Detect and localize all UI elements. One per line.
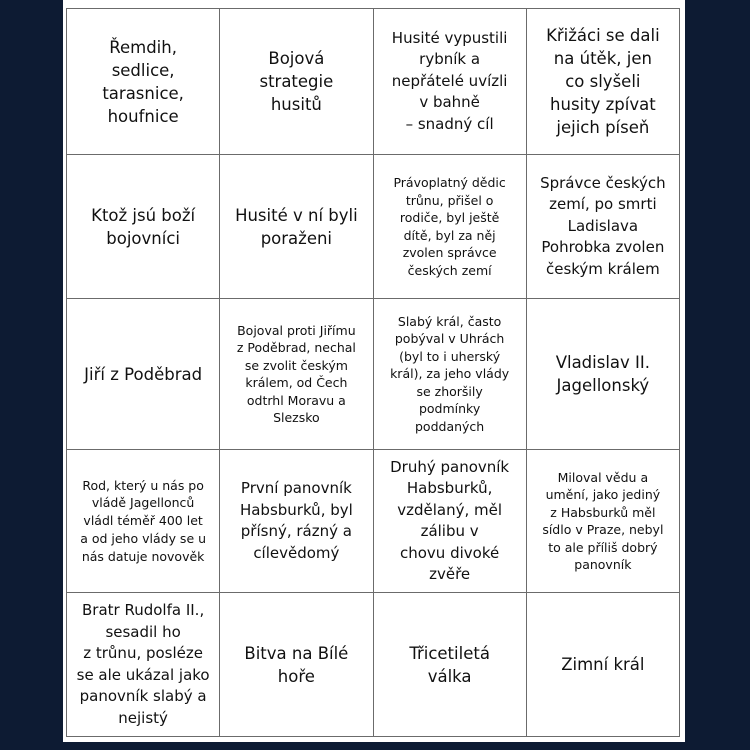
grid-cell: [67, 9, 220, 155]
cell-text: Řemdih, sedlice, tarasnice, houfnice: [102, 37, 184, 126]
cell-text: Ktož jsú boží bojovníci: [91, 205, 196, 248]
cell-text: Právoplatný dědic trůnu, přišel o rodiče, byl ještě dítě, byl za něj zvolen správce českých zemí: [393, 175, 506, 278]
cell-text: Jiří z Poděbrad: [84, 364, 203, 384]
table-row: [67, 9, 680, 155]
grid-cell: [373, 299, 526, 450]
cell-text: Husité v ní byli poraženi: [235, 205, 358, 248]
grid-cell: [526, 155, 679, 299]
cell-text: Bojoval proti Jiřímu z Poděbrad, nechal se zvolit českým králem, od Čech odtrhl Moravu a Slezsko: [236, 322, 356, 425]
cell-text: Správce českých zemí, po smrti Ladislava Pohrobka zvolen českým králem: [540, 173, 666, 278]
grid-cell: [373, 155, 526, 299]
grid-cell: [526, 450, 679, 593]
grid-cell: [220, 593, 373, 737]
cell-text: První panovník Habsburků, byl přísný, rázný a cílevědomý: [239, 479, 353, 562]
table-row: [67, 299, 680, 450]
cell-text: Třicetiletá válka: [409, 643, 490, 686]
table-row: [67, 155, 680, 299]
cell-text: Rod, který u nás po vládě Jagellonců vládl téměř 400 let a od jeho vlády se u nás datuje novověk: [80, 477, 207, 564]
grid-cell: [373, 593, 526, 737]
cell-text: Bojová strategie husitů: [259, 49, 334, 114]
cell-text: Bitva na Bílé hoře: [244, 643, 349, 686]
cell-text: Druhý panovník Habsburků, vzdělaný, měl zálibu v chovu divoké zvěře: [390, 457, 510, 583]
grid-cell: [373, 9, 526, 155]
history-term-grid: [66, 8, 680, 737]
table-row: [67, 593, 680, 737]
cell-text: Křižáci se dali na útěk, jen co slyšeli husity zpívat jejich píseň: [546, 26, 660, 137]
grid-cell: [220, 155, 373, 299]
cell-text: Miloval vědu a umění, jako jediný z Habsburků měl sídlo v Praze, nebyl to ale příliš dobrý panovník: [542, 469, 664, 572]
cell-text: Vladislav II. Jagellonský: [555, 353, 651, 395]
table-row: [67, 450, 680, 593]
grid-cell: [67, 593, 220, 737]
grid-cell: [373, 450, 526, 593]
grid-cell: [67, 450, 220, 593]
grid-cell: [67, 299, 220, 450]
grid-cell: [526, 593, 679, 737]
grid-cell: [526, 299, 679, 450]
worksheet-page: [63, 0, 685, 742]
grid-cell: [526, 9, 679, 155]
grid-cell: [220, 299, 373, 450]
cell-text: Husité vypustili rybník a nepřátelé uvízli v bahně – snadný cíl: [391, 28, 508, 133]
cell-text: Zimní král: [561, 655, 645, 674]
grid-cell: [220, 9, 373, 155]
grid-cell: [67, 155, 220, 299]
cell-text: Bratr Rudolfa II., sesadil ho z trůnu, posléze se ale ukázal jako panovník slabý a nejistý: [76, 601, 210, 727]
cell-text: Slabý král, často pobýval v Uhrách (byl to i uherský král), za jeho vlády se zhoršily podmínky poddaných: [390, 313, 510, 434]
grid-cell: [220, 450, 373, 593]
